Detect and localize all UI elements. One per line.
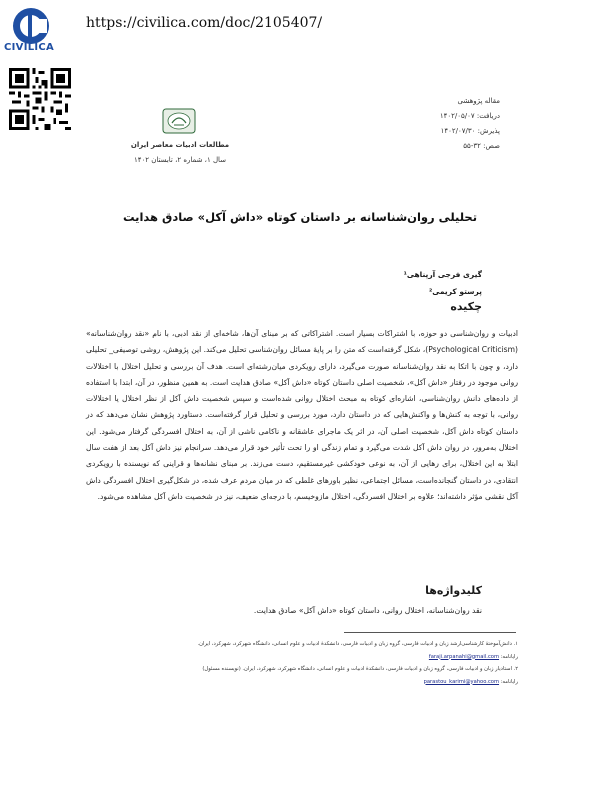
author-name: پرستو کریمی²	[429, 287, 482, 296]
journal-name: مطالعات ادبیات معاصر ایران	[130, 141, 230, 149]
article-type: مقاله پژوهشی	[457, 97, 500, 105]
page-range: صص: ۳۲-۵۵	[463, 142, 500, 150]
author-list	[282, 266, 482, 300]
civilica-logo-text: CIVILICA	[4, 42, 55, 53]
keywords-heading: کلیدواژه‌ها	[425, 584, 482, 597]
footnote-1-text: ۱. دانش‌آموختۀ کارشناسی‌ارشد زبان و ادبیات فارسی، گروه زبان و ادبیات فارسی، دانشکدۀ ادبیات و علوم انسانی، دانشگاه شهرکرد، شهرکرد، ایران.	[197, 641, 518, 647]
footnote-divider	[344, 632, 516, 633]
journal-info	[120, 138, 240, 168]
footnote-2-text: ۲. استادیار زبان و ادبیات فارسی، گروه زبان و ادبیات فارسی، دانشکدۀ ادبیات و علوم انسانی، دانشگاه شهرکرد، شهرکرد، ایران. (نویسنده مسئول)	[202, 666, 518, 672]
accepted-date: پذیرش: ۱۴۰۲/۰۷/۳۰	[440, 127, 500, 135]
article-meta	[390, 94, 500, 154]
keywords-text: نقد روان‌شناسانه، اختلال روانی، داستان کوتاه «داش آکل» صادق هدایت.	[253, 606, 482, 615]
author-2-email-link[interactable]: parastou_karimi@yahoo.com	[423, 678, 500, 685]
received-date: دریافت: ۱۴۰۲/۰۵/۰۷	[439, 112, 500, 120]
paper-title: تحلیلی روان‌شناسانه بر داستان کوتاه «داش آکل» صادق هدایت	[122, 210, 478, 224]
journal-issue: سال ۱، شماره ۲، تابستان ۱۴۰۲	[133, 156, 227, 164]
footnote-2-email-line	[82, 676, 518, 689]
abstract-heading: چکیده	[450, 300, 482, 313]
document-url[interactable]: https://civilica.com/doc/2105407/	[86, 15, 323, 31]
footnotes	[82, 638, 518, 688]
qr-code-icon	[9, 68, 71, 130]
footnote-1-email-line	[82, 651, 518, 664]
author-name: گیری فرجی آرپناهی¹	[403, 270, 482, 279]
author-1-email-link[interactable]: faraji.arpanahi@gmail.com	[428, 653, 500, 660]
journal-emblem-icon	[162, 108, 196, 134]
abstract-text: ادبیات و روان‌شناسی دو حوزه، با اشتراکات بسیار است. اشتراکاتی که بر مبنای آن‌ها، شاخه‌ای از نقد ادبی، با نام «نقد روان‌شناسانه» (Psychological Criticism)، شکل گرفته‌است که متن را بر پایۀ مسائل روان‌شناسی تحلیل می‌کند. این پژوهش، روشی توصیفی_ تحلیلی دارد، و چون با اتکا به نقد روان‌شناسانه صورت می‌گیرد، دارای رویکردی میان‌رشته‌ای است. هدف آن بررسی و تحلیل اختلال با اختلالات روانی موجود در رفتار «داش آکل»، شخصیت اصلی داستان کوتاه «داش آکل» صادق هدایت است. به همین منظور، در آن، ابتدا با استفاده از داده‌های دانش روان‌شناسی، اشاره‌ای کوتاه به مبحث اختلال روانی شده‌است و سپس شخصیت داش آکل از نظر اختلال یا اختلالات روانی، با توجه به کنش‌ها و واکنش‌هایی که در داستان دارد، مورد بررسی و تحلیل قرار گرفته‌است. دستاورد پژوهش نشان می‌دهد که در داستان کوتاه داش آکل، شخصیت اصلی آن، در اثر یک ماجرای عاشقانه و ناکامی ناشی از آن، به اختلال افسردگی گرفتار می‌شود. این اختلال به‌مرور، در روان داش آکل شدت می‌گیرد و تمام زندگی او را تحت تأثیر خود قرار می‌دهد. سرانجام نیز داش آکل بعد از هفت سال ابتلا به این اختلال، برای رهایی از آن، به نوعی خودکشی غیرمستقیم، دست می‌زند. بر مبنای نشانه‌ها و قراینی که نویسنده با رویکردی انتقادی، در داستان گنجانده‌است، مسائل اجتماعی، نظیر باورهای غلطی که در میان مردم عرف شده، در شکل‌گیری اختلال افسردگی داش آکل نقشی مؤثر داشته‌اند؛ علاوه بر اختلال افسردگی، اختلال مازوخیسم، با درجه‌ای ضعیف، نیز در شخصیت داش آکل مشاهده می‌شود.	[86, 329, 519, 501]
email-label: رایانامه:	[500, 678, 518, 685]
email-label: رایانامه:	[500, 653, 518, 660]
